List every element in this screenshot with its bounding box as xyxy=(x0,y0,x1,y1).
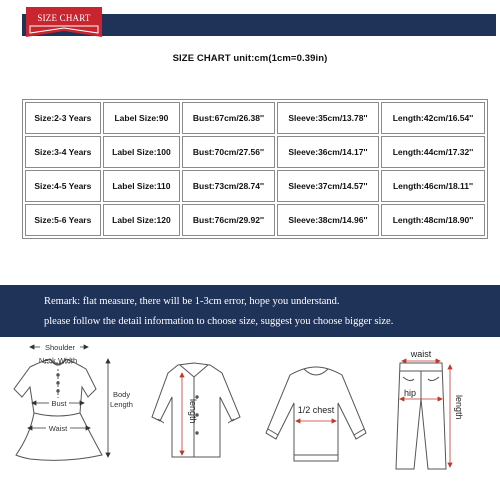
pants-waist-label: waist xyxy=(410,349,432,359)
sweater-chest-arrow xyxy=(296,419,336,423)
table-cell: Sleeve:38cm/14.96'' xyxy=(277,204,379,236)
table-cell: Length:48cm/18.90'' xyxy=(381,204,485,236)
shirt-length-label: length xyxy=(188,399,198,424)
table-cell: Length:42cm/16.54'' xyxy=(381,102,485,134)
size-chart-badge-label: SIZE CHART xyxy=(37,13,91,23)
dress-bust-label: Bust xyxy=(51,399,67,408)
dress-waist-label: Waist xyxy=(48,424,68,433)
sweater-chest-label: 1/2 chest xyxy=(297,405,335,415)
table-cell: Size:2-3 Years xyxy=(25,102,101,134)
dress-shoulder-label: Shoulder xyxy=(44,343,76,352)
table-cell: Bust:76cm/29.92'' xyxy=(182,204,275,236)
pants-length-label: length xyxy=(454,395,464,420)
table-cell: Bust:67cm/26.38'' xyxy=(182,102,275,134)
remark-band xyxy=(0,285,500,337)
table-row xyxy=(25,204,485,236)
table-cell: Bust:70cm/27.56'' xyxy=(182,136,275,168)
table-cell: Bust:73cm/28.74'' xyxy=(182,170,275,202)
table-row xyxy=(25,136,485,168)
dress-diagram xyxy=(14,359,102,460)
table-cell: Label Size:120 xyxy=(103,204,181,236)
shirt-length-arrow xyxy=(180,373,184,455)
table-cell: Sleeve:37cm/14.57'' xyxy=(277,170,379,202)
table-row xyxy=(25,170,485,202)
table-cell: Label Size:100 xyxy=(103,136,181,168)
pants-hip-label: hip xyxy=(403,388,417,398)
dress-body-length-label-1: Body xyxy=(113,390,131,399)
table-row xyxy=(25,102,485,134)
size-table xyxy=(22,99,488,239)
table-cell: Size:3-4 Years xyxy=(25,136,101,168)
table-cell: Length:44cm/17.32'' xyxy=(381,136,485,168)
remark-line-2: please follow the detail information to choose size, suggest you choose bigger size. xyxy=(44,316,394,327)
table-cell: Label Size:90 xyxy=(103,102,181,134)
remark-line-1: Remark: flat measure, there will be 1-3cm error, hope you understand. xyxy=(44,296,340,307)
table-cell: Sleeve:35cm/13.78'' xyxy=(277,102,379,134)
table-cell: Label Size:110 xyxy=(103,170,181,202)
chart-title: SIZE CHART unit:cm(1cm=0.39in) xyxy=(172,53,328,64)
pants-diagram xyxy=(396,363,446,469)
table-cell: Length:46cm/18.11'' xyxy=(381,170,485,202)
table-cell: Size:4-5 Years xyxy=(25,170,101,202)
dress-body-length-label-2: Length xyxy=(110,400,133,409)
dress-neck-width-label: Neck Width xyxy=(38,356,78,365)
table-cell: Size:5-6 Years xyxy=(25,204,101,236)
table-cell: Sleeve:36cm/14.17'' xyxy=(277,136,379,168)
measurement-diagrams xyxy=(0,337,500,500)
